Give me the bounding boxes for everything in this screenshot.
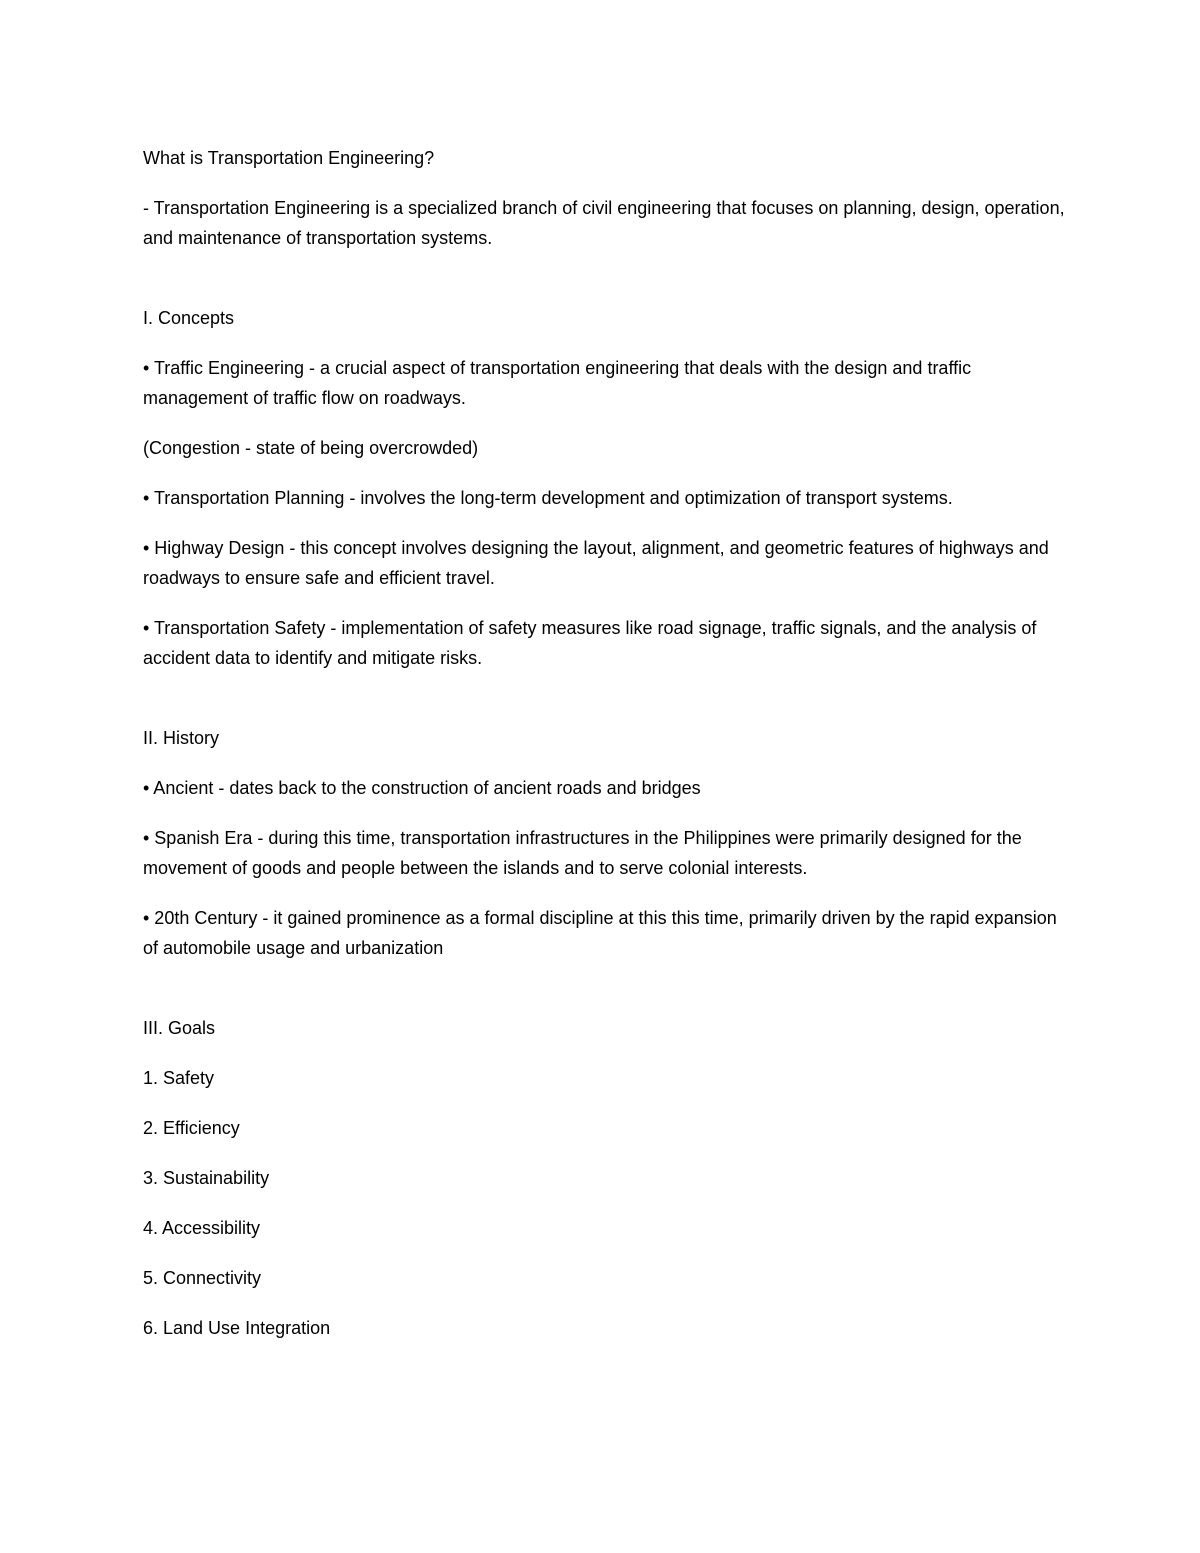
- goal-item: 6. Land Use Integration: [143, 1318, 331, 1338]
- section-heading-history: II. History: [143, 728, 220, 748]
- concept-item: • Transportation Safety - implementation of safety measures like road signage, traffic signals, and the analysis of accident data to identify and mitigate risks.: [143, 618, 1037, 668]
- section-heading-goals: III. Goals: [143, 1018, 216, 1038]
- goal-item: 4. Accessibility: [143, 1218, 261, 1238]
- history-item: • 20th Century - it gained prominence as a formal discipline at this this time, primarily driven by the rapid expansion of automobile usage and urbanization: [143, 908, 1057, 958]
- concept-item: • Transportation Planning - involves the long-term development and optimization of transport systems.: [143, 488, 953, 508]
- concept-item: • Highway Design - this concept involves designing the layout, alignment, and geometric features of highways and roadways to ensure safe and efficient travel.: [143, 538, 1049, 588]
- section-heading-concepts: I. Concepts: [143, 308, 235, 328]
- definition-paragraph: - Transportation Engineering is a specialized branch of civil engineering that focuses on planning, design, operation, and maintenance of transportation systems.: [143, 198, 1065, 248]
- concept-item: • Traffic Engineering - a crucial aspect of transportation engineering that deals with the design and traffic management of traffic flow on roadways.: [143, 358, 972, 408]
- goal-item: 5. Connectivity: [143, 1268, 262, 1288]
- goal-item: 2. Efficiency: [143, 1118, 240, 1138]
- goal-item: 1. Safety: [143, 1068, 215, 1088]
- concept-note: (Congestion - state of being overcrowded): [143, 438, 479, 458]
- history-item: • Ancient - dates back to the construction of ancient roads and bridges: [143, 778, 701, 798]
- history-item: • Spanish Era - during this time, transportation infrastructures in the Philippines were primarily designed for the movement of goods and people between the islands and to serve colonial interests.: [143, 828, 1022, 878]
- document-question: What is Transportation Engineering?: [143, 148, 435, 168]
- document-body: [143, 143, 1068, 1343]
- goal-item: 3. Sustainability: [143, 1168, 270, 1188]
